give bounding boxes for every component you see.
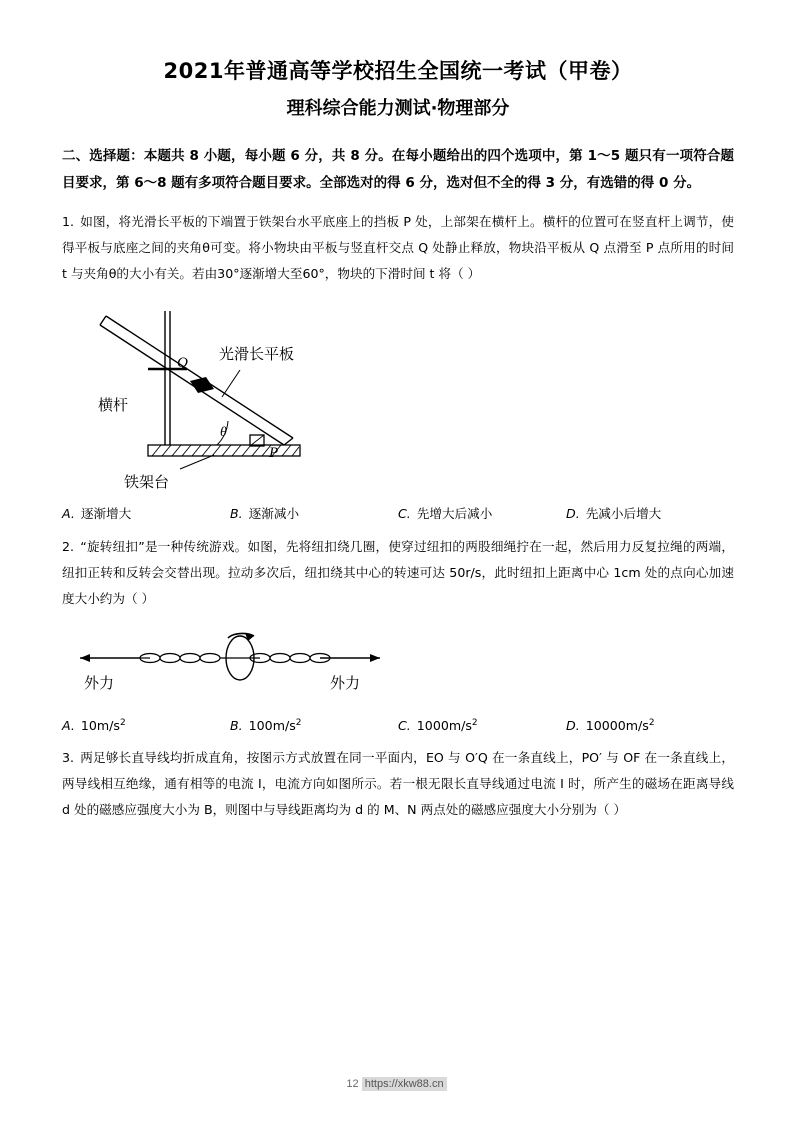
label-board: 光滑长平板 xyxy=(219,347,295,363)
question-1-text xyxy=(62,209,734,287)
option-2-d-text: 10000m/s xyxy=(585,718,649,734)
option-1-b[interactable] xyxy=(230,503,398,522)
question-2-options xyxy=(62,718,734,733)
option-1-b-label: B. xyxy=(230,506,243,521)
question-1-options xyxy=(62,503,734,522)
label-bar: 横杆 xyxy=(98,398,129,414)
option-2-a-label: A. xyxy=(62,718,75,734)
option-1-a-text: 逐渐增大 xyxy=(80,506,132,521)
option-2-a[interactable] xyxy=(62,718,230,733)
option-1-a[interactable] xyxy=(62,503,230,522)
page-title: 2021年普通高等学校招生全国统一考试（甲卷） xyxy=(163,59,633,83)
question-2-text xyxy=(62,534,734,612)
option-2-c-sup: 2 xyxy=(471,718,478,728)
option-1-b-text: 逐渐减小 xyxy=(248,506,300,521)
option-1-c-label: C. xyxy=(398,506,411,521)
question-1-number: 1. xyxy=(62,214,75,229)
option-1-d-text: 先减小后增大 xyxy=(585,506,662,521)
option-2-c-text: 1000m/s xyxy=(416,718,472,734)
footer-watermark: https://xkw88.cn xyxy=(362,1077,447,1091)
question-2-number: 2. xyxy=(62,539,75,554)
option-2-b-sup: 2 xyxy=(295,718,302,728)
option-2-d[interactable] xyxy=(566,718,734,733)
question-3-number: 3. xyxy=(62,750,75,766)
option-1-c-text: 先增大后减小 xyxy=(416,506,493,521)
option-1-c[interactable] xyxy=(398,503,566,522)
option-2-c[interactable] xyxy=(398,718,566,733)
label-left-force: 外力 xyxy=(84,676,115,692)
label-theta: θ xyxy=(220,425,227,440)
question-3-text xyxy=(62,745,734,823)
question-1-body: 如图，将光滑长平板的下端置于铁架台水平底座上的挡板 P 处，上部架在横杆上。横杆的位置可在竖直杆上调节，使得平板与底座之间的夹角θ可变。将小物块由平板与竖直杆交点 Q 处静止释放，物块沿平板从 Q 点滑至 P 点所用的时间 t 与夹角θ的大小有关。若由30°逐渐增大至60°，物块的下滑时间 t 将（ ） xyxy=(62,214,734,281)
option-1-d-label: D. xyxy=(566,506,580,521)
question-1-figure xyxy=(62,297,734,493)
option-2-b[interactable] xyxy=(230,718,398,733)
figure-spinning-button xyxy=(62,622,734,708)
figure-inclined-board xyxy=(62,297,734,493)
option-2-b-text: 100m/s xyxy=(248,718,296,734)
footer-page-number: 12 xyxy=(346,1078,359,1090)
option-2-d-label: D. xyxy=(566,718,580,734)
question-3-body: 两足够长直导线均折成直角，按图示方式放置在同一平面内，EO 与 O′Q 在一条直线上，PO′ 与 OF 在一条直线上，两导线相互绝缘，通有相等的电流 I，电流方向如图所示。若一根无限长直导线通过电流 I 时，所产生的磁场在距离导线 d 处的磁感应强度大小为 B，则图中与导线距离均为 d 的 M、N 两点处的磁感应强度大小分别为（ ） xyxy=(62,750,734,818)
question-2-body: “旋转纽扣”是一种传统游戏。如图，先将纽扣绕几圈，使穿过纽扣的两股细绳拧在一起，然后用力反复拉绳的两端，纽扣正转和反转会交替出现。拉动多次后，纽扣绕其中心的转速可达 50r/s，此时纽扣上距离中心 1cm 处的点向心加速度大小约为（ ） xyxy=(62,539,734,606)
option-1-d[interactable] xyxy=(566,503,734,522)
option-2-c-label: C. xyxy=(398,718,411,734)
option-2-a-text: 10m/s xyxy=(80,718,120,734)
page-footer xyxy=(0,1078,793,1090)
label-p: P xyxy=(269,445,279,461)
option-1-a-label: A. xyxy=(62,506,75,521)
option-2-b-label: B. xyxy=(230,718,243,734)
label-right-force: 外力 xyxy=(330,676,361,692)
label-q: Q xyxy=(177,355,188,371)
label-stand: 铁架台 xyxy=(124,475,170,491)
page-content xyxy=(62,55,734,823)
option-2-d-sup: 2 xyxy=(648,718,655,728)
page-subtitle: 理科综合能力测试·物理部分 xyxy=(286,98,510,119)
question-2-figure xyxy=(62,622,734,708)
option-2-a-sup: 2 xyxy=(119,718,126,728)
section-instruction: 二、选择题：本题共 8 小题，每小题 6 分，共 8 分。在每小题给出的四个选项中，第 1～5 题只有一项符合题目要求，第 6～8 题有多项符合题目要求。全部选对的得 6 分，选对但不全的得 3 分，有选错的得 0 分。 xyxy=(62,148,734,191)
